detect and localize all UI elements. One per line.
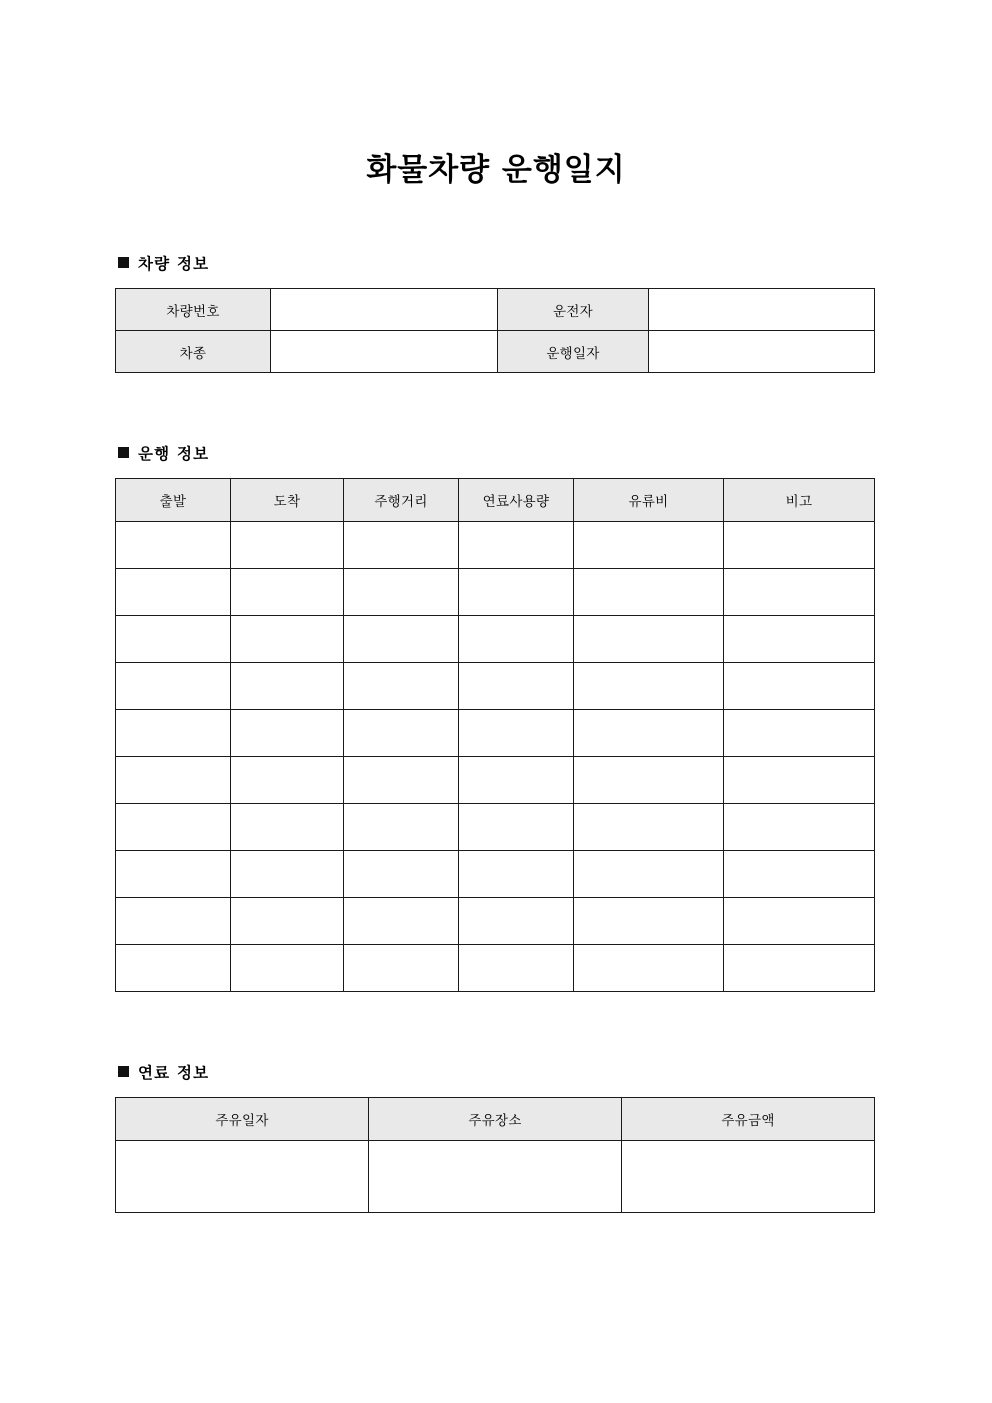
cell-fuel-cost[interactable] <box>574 522 724 569</box>
cell-fuel-cost[interactable] <box>574 898 724 945</box>
column-header-distance: 주행거리 <box>344 479 459 522</box>
cell-fuel-cost[interactable] <box>574 663 724 710</box>
cell-departure[interactable] <box>116 522 231 569</box>
cell-distance[interactable] <box>344 569 459 616</box>
table-row <box>116 710 875 757</box>
page-title: 화물차량 운행일지 <box>366 151 626 188</box>
section-heading-driving-label: 운행 정보 <box>138 445 210 463</box>
cell-arrival[interactable] <box>231 757 344 804</box>
table-row <box>116 757 875 804</box>
cell-remarks[interactable] <box>724 663 875 710</box>
cell-fuel-cost[interactable] <box>574 710 724 757</box>
label-vehicle-type: 차종 <box>116 331 271 373</box>
cell-fuel-used[interactable] <box>459 616 574 663</box>
column-header-fuel-cost: 유류비 <box>574 479 724 522</box>
table-row <box>116 851 875 898</box>
cell-arrival[interactable] <box>231 616 344 663</box>
table-header-row <box>116 479 875 522</box>
section-heading-fuel <box>118 1061 209 1083</box>
cell-remarks[interactable] <box>724 851 875 898</box>
cell-distance[interactable] <box>344 757 459 804</box>
cell-remarks[interactable] <box>724 569 875 616</box>
cell-fuel-used[interactable] <box>459 522 574 569</box>
cell-distance[interactable] <box>344 851 459 898</box>
cell-arrival[interactable] <box>231 522 344 569</box>
vehicle-info-table <box>115 288 875 373</box>
cell-fuel-cost[interactable] <box>574 804 724 851</box>
field-vehicle-type[interactable] <box>271 331 498 373</box>
section-heading-fuel-label: 연료 정보 <box>138 1064 210 1082</box>
cell-remarks[interactable] <box>724 898 875 945</box>
cell-distance[interactable] <box>344 663 459 710</box>
column-header-arrival: 도착 <box>231 479 344 522</box>
column-header-refuel-date: 주유일자 <box>116 1098 369 1141</box>
cell-remarks[interactable] <box>724 522 875 569</box>
cell-distance[interactable] <box>344 945 459 992</box>
cell-refuel-date[interactable] <box>116 1141 369 1213</box>
column-header-refuel-location: 주유장소 <box>369 1098 622 1141</box>
table-row <box>116 289 875 331</box>
column-header-refuel-amount: 주유금액 <box>622 1098 875 1141</box>
table-row <box>116 804 875 851</box>
column-header-departure: 출발 <box>116 479 231 522</box>
label-vehicle-number: 차량번호 <box>116 289 271 331</box>
cell-refuel-amount[interactable] <box>622 1141 875 1213</box>
cell-fuel-used[interactable] <box>459 757 574 804</box>
fuel-info-table <box>115 1097 875 1213</box>
table-row <box>116 331 875 373</box>
field-driving-date[interactable] <box>649 331 875 373</box>
cell-remarks[interactable] <box>724 710 875 757</box>
cell-remarks[interactable] <box>724 804 875 851</box>
cell-departure[interactable] <box>116 804 231 851</box>
cell-remarks[interactable] <box>724 616 875 663</box>
cell-fuel-used[interactable] <box>459 804 574 851</box>
table-row <box>116 569 875 616</box>
table-row <box>116 1141 875 1213</box>
table-row <box>116 945 875 992</box>
section-heading-vehicle <box>118 252 209 274</box>
cell-arrival[interactable] <box>231 804 344 851</box>
cell-distance[interactable] <box>344 898 459 945</box>
cell-fuel-used[interactable] <box>459 851 574 898</box>
cell-fuel-used[interactable] <box>459 945 574 992</box>
cell-fuel-cost[interactable] <box>574 851 724 898</box>
field-vehicle-number[interactable] <box>271 289 498 331</box>
cell-remarks[interactable] <box>724 757 875 804</box>
cell-departure[interactable] <box>116 898 231 945</box>
section-heading-vehicle-label: 차량 정보 <box>138 255 210 273</box>
column-header-remarks: 비고 <box>724 479 875 522</box>
cell-departure[interactable] <box>116 710 231 757</box>
cell-arrival[interactable] <box>231 710 344 757</box>
table-row <box>116 616 875 663</box>
cell-arrival[interactable] <box>231 569 344 616</box>
cell-departure[interactable] <box>116 757 231 804</box>
cell-arrival[interactable] <box>231 898 344 945</box>
table-row <box>116 663 875 710</box>
cell-departure[interactable] <box>116 569 231 616</box>
section-marker-icon <box>118 1066 129 1077</box>
driving-info-table <box>115 478 875 992</box>
cell-arrival[interactable] <box>231 945 344 992</box>
table-header-row <box>116 1098 875 1141</box>
cell-arrival[interactable] <box>231 851 344 898</box>
cell-remarks[interactable] <box>724 945 875 992</box>
label-driver: 운전자 <box>498 289 649 331</box>
table-row <box>116 898 875 945</box>
cell-departure[interactable] <box>116 945 231 992</box>
cell-fuel-cost[interactable] <box>574 757 724 804</box>
cell-distance[interactable] <box>344 522 459 569</box>
table-row <box>116 522 875 569</box>
cell-departure[interactable] <box>116 663 231 710</box>
section-marker-icon <box>118 447 129 458</box>
cell-fuel-used[interactable] <box>459 569 574 616</box>
cell-distance[interactable] <box>344 804 459 851</box>
cell-distance[interactable] <box>344 616 459 663</box>
column-header-fuel-used: 연료사용량 <box>459 479 574 522</box>
cell-arrival[interactable] <box>231 663 344 710</box>
cell-fuel-cost[interactable] <box>574 945 724 992</box>
cell-fuel-used[interactable] <box>459 710 574 757</box>
cell-fuel-used[interactable] <box>459 663 574 710</box>
section-marker-icon <box>118 257 129 268</box>
cell-departure[interactable] <box>116 616 231 663</box>
cell-departure[interactable] <box>116 851 231 898</box>
field-driver[interactable] <box>649 289 875 331</box>
section-heading-driving <box>118 442 209 464</box>
label-driving-date: 운행일자 <box>498 331 649 373</box>
cell-fuel-used[interactable] <box>459 898 574 945</box>
cell-distance[interactable] <box>344 710 459 757</box>
cell-refuel-location[interactable] <box>369 1141 622 1213</box>
cell-fuel-cost[interactable] <box>574 616 724 663</box>
cell-fuel-cost[interactable] <box>574 569 724 616</box>
